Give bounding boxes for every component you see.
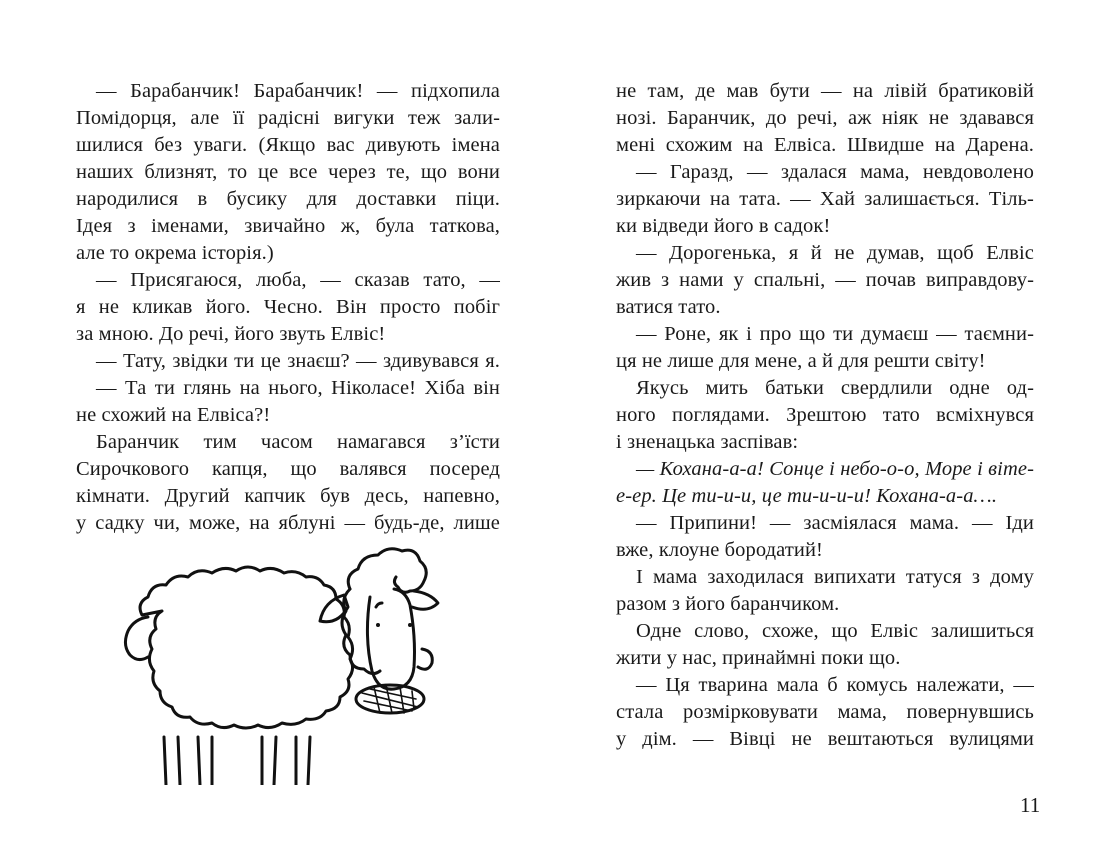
- text-line: І мама заходилася випихати татуся з дому: [636, 566, 1034, 588]
- text-line: е-ер. Це ти-и-и, це ти-и-и-и! Кохана-а-а….: [616, 485, 998, 507]
- text-line: шилися без уваги. (Якщо вас дивують імена: [76, 134, 500, 156]
- text-line: Сирочкового капця, що валявся посеред: [76, 458, 500, 480]
- text-line: ця не лише для мене, а й для решти світу!: [616, 350, 986, 372]
- text-line: жити у нас, принаймні поки що.: [616, 647, 901, 669]
- text-line: не там, де мав бути — на лівій братиковій: [616, 80, 1034, 102]
- text-line: Якусь мить батьки свердлили одне од-: [636, 377, 1034, 399]
- text-line: — Присягаюся, люба, — сказав тато, —: [96, 269, 500, 291]
- text-line: наших близнят, то це все через те, що вони: [76, 161, 500, 183]
- text-line: — Припини! — засміялася мама. — Іди: [636, 512, 1034, 534]
- text-line: вже, клоуне бородатий!: [616, 539, 823, 561]
- sheep-illustration-icon: [112, 545, 452, 785]
- text-line: ки відведи його в садок!: [616, 215, 831, 237]
- text-line: Ідея з іменами, звичайно ж, була таткова,: [76, 215, 500, 237]
- text-line: — Ця тварина мала б комусь належати, —: [636, 674, 1034, 696]
- text-line: ного поглядами. Зрештою тато всміхнувся: [616, 404, 1034, 426]
- text-line: але то окрема історія.): [76, 242, 274, 264]
- left-text-column: [76, 78, 500, 537]
- text-line: не схожий на Елвіса?!: [76, 404, 271, 426]
- text-line: Помідорця, але її радісні вигуки теж зали-: [76, 107, 500, 129]
- text-line: — Кохана-а-а! Сонце і небо-о-о, Море і віте-: [636, 458, 1034, 480]
- text-line: кімнати. Другий капчик був десь, напевно,: [76, 485, 500, 507]
- text-line: я не кликав його. Чесно. Він просто побіг: [76, 296, 500, 318]
- text-line: ватися тато.: [616, 296, 721, 318]
- text-line: Одне слово, схоже, що Елвіс залишиться: [636, 620, 1034, 642]
- text-line: — Та ти глянь на нього, Ніколасе! Хіба він: [96, 377, 500, 399]
- text-line: — Гаразд, — здалася мама, невдоволено: [636, 161, 1034, 183]
- text-line: у дім. — Вівці не вештаються вулицями: [616, 728, 1034, 750]
- text-line: — Роне, як і про що ти думаєш — таємни-: [636, 323, 1034, 345]
- text-line: нозі. Баранчик, до речі, аж ніяк не здавався: [616, 107, 1034, 129]
- text-line: народилися в бусику для доставки піци.: [76, 188, 500, 210]
- text-line: — Дорогенька, я й не думав, щоб Елвіс: [636, 242, 1034, 264]
- text-line: у садку чи, може, на яблуні — будь-де, лише: [76, 512, 500, 534]
- text-line: разом з його баранчиком.: [616, 593, 840, 615]
- text-line: — Тату, звідки ти це знаєш? — здивувався я.: [96, 350, 500, 372]
- right-text-column: [616, 78, 1034, 753]
- text-line: жив з нами у спальні, — почав виправдову-: [616, 269, 1034, 291]
- text-line: мені схожим на Елвіса. Швидше на Дарена.: [616, 134, 1034, 156]
- text-line: Баранчик тим часом намагався з’їсти: [96, 431, 500, 453]
- left-page: [0, 0, 552, 850]
- text-line: — Барабанчик! Барабанчик! — підхопила: [96, 80, 500, 102]
- text-line: стала розмірковувати мама, повернувшись: [616, 701, 1034, 723]
- text-line: за мною. До речі, його звуть Елвіс!: [76, 323, 386, 345]
- text-line: зиркаючи на тата. — Хай залишається. Тіль-: [616, 188, 1034, 210]
- text-line: і зненацька заспівав:: [616, 431, 799, 453]
- page-number: 11: [1020, 793, 1041, 817]
